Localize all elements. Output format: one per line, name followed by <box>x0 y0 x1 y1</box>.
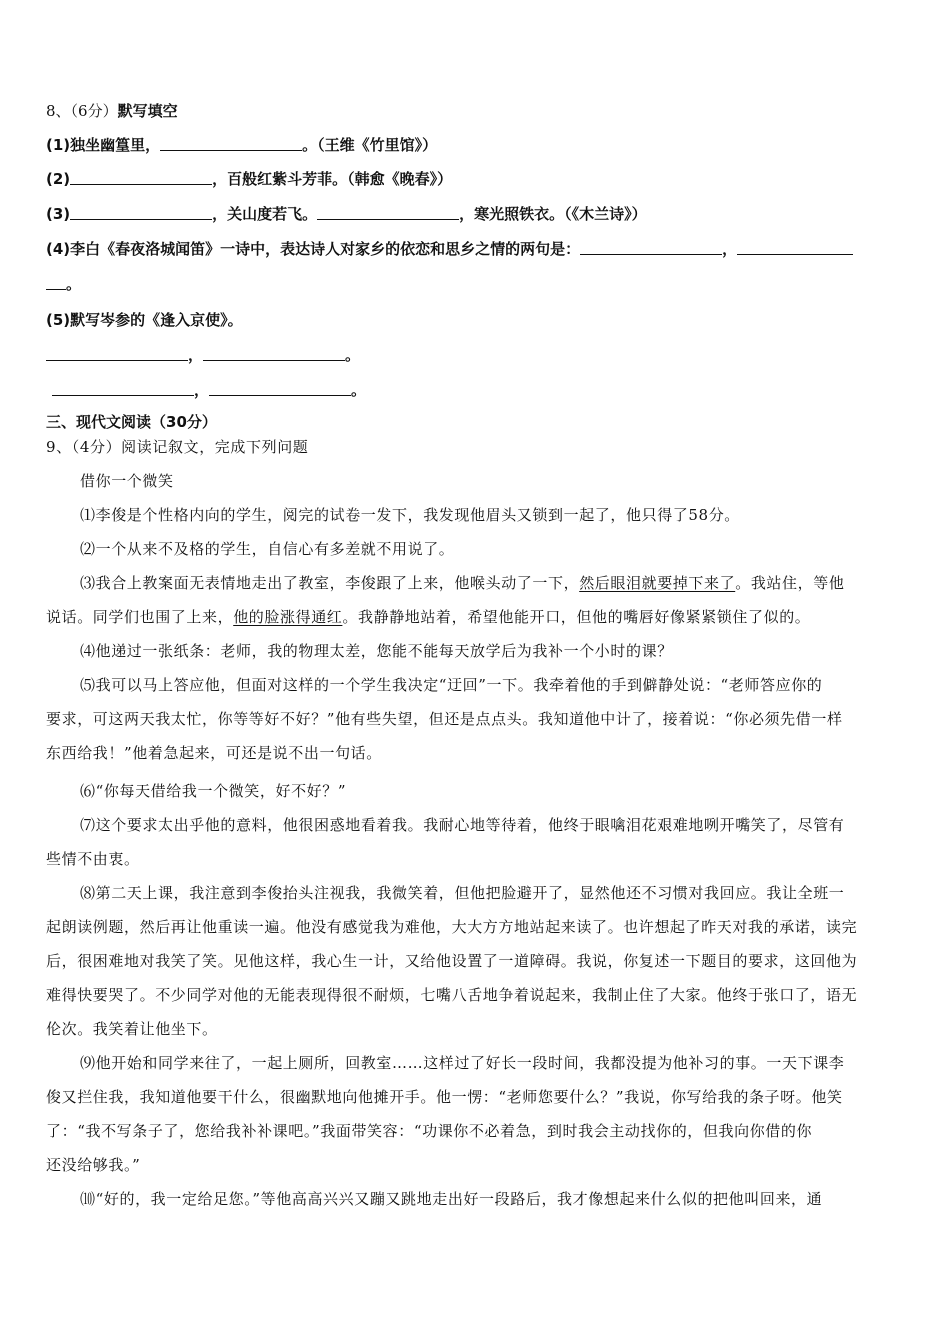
answer-blank[interactable] <box>209 381 351 396</box>
paragraph-5-line-3: 东西给我！”他着急起来，可还是说不出一句话。 <box>46 744 382 762</box>
paragraph-5-line-2: 要求，可这两天我太忙，你等等好不好？”他有些失望，但还是点点头。我知道他中计了，接着说：“你必须先借一样 <box>46 710 843 728</box>
q8-number: 8、（6分） <box>46 102 118 120</box>
answer-blank[interactable] <box>317 205 459 220</box>
paragraph-8-line-5: 伦次。我笑着让他坐下。 <box>46 1020 218 1038</box>
paragraph-3-line-1 <box>80 573 844 593</box>
answer-blank[interactable] <box>46 275 66 290</box>
q8-l6-end: 。 <box>345 346 361 364</box>
paragraph-2: ⑵一个从来不及格的学生，自信心有多差就不用说了。 <box>80 540 455 558</box>
paragraph-6: ⑹“你每天借给我一个微笑，好不好？” <box>80 782 347 800</box>
paragraph-8-line-4: 难得快要哭了。不少同学对他的无能表现得很不耐烦，七嘴八舌地争着说起来，我制止住了大家。他终于张口了，语无 <box>46 986 858 1004</box>
q8-l3-num: (3) <box>46 205 71 223</box>
p3-text-c: 说话。同学们也围了上来， <box>46 608 234 626</box>
q8-l2-num: (2) <box>46 170 71 188</box>
paragraph-9-line-4: 还没给够我。” <box>46 1156 141 1174</box>
paragraph-9-line-2: 俊又拦住我，我知道他要干什么，很幽默地向他摊开手。他一愣：“老师您要什么？”我说，你写给我的条子呀。他笑 <box>46 1088 843 1106</box>
paragraph-8-line-1: ⑻第二天上课，我注意到李俊抬头注视我，我微笑着，但他把脸避开了，显然他还不习惯对我回应。我让全班一 <box>80 884 845 902</box>
q8-title-text: 默写填空 <box>117 102 178 120</box>
paragraph-7-line-1: ⑺这个要求太出乎他的意料，他很困惑地看着我。我耐心地等待着，他终于眼噙泪花艰难地咧开嘴笑了，尽管有 <box>80 816 845 834</box>
paragraph-9-line-1: ⑼他开始和同学来往了，一起上厕所，回教室……这样过了好长一段时间，我都没提为他补习的事。一天下课李 <box>80 1054 845 1072</box>
article-title: 借你一个微笑 <box>80 472 174 490</box>
q8-line-7 <box>52 380 366 400</box>
q8-l1-source: 。（王维《竹里馆》） <box>302 136 438 154</box>
p3-text-b: 。我站住，等他 <box>735 574 845 592</box>
q8-line-6 <box>46 345 360 365</box>
q8-line-5 <box>46 310 243 330</box>
p3-text-a: ⑶我合上教案面无表情地走出了教室，李俊跟了上来，他喉头动了一下， <box>80 574 580 592</box>
q8-l4-text: (4)李白《春夜洛城闻笛》一诗中，表达诗人对家乡的依恋和思乡之情的两句是： <box>46 240 581 258</box>
q8-l2-text: ，百般红紫斗芳菲。（韩愈《晚春》） <box>212 170 453 188</box>
paragraph-3-line-2 <box>46 607 810 627</box>
answer-blank[interactable] <box>52 381 194 396</box>
q8-l4-sep: ， <box>722 240 738 258</box>
q8-l3-text: ，关山度若飞。 <box>212 205 318 223</box>
paragraph-8-line-2: 起朗读例题，然后再让他重读一遍。他没有感觉我为难他，大大方方地站起来读了。也许想起了昨天对我的承诺，读完 <box>46 918 858 936</box>
answer-blank[interactable] <box>160 136 302 151</box>
paragraph-1: ⑴李俊是个性格内向的学生，阅完的试卷一发下，我发现他眉头又锁到一起了，他只得了58分。 <box>80 506 740 524</box>
q9-title: 9、（4分）阅读记叙文，完成下列问题 <box>46 438 309 456</box>
paragraph-8-line-3: 后，很困难地对我笑了笑。见他这样，我心生一计，又给他设置了一道障碍。我说，你复述一下题目的要求，这回他为 <box>46 952 858 970</box>
answer-blank[interactable] <box>580 240 722 255</box>
paragraph-7-line-2: 些情不由衷。 <box>46 850 140 868</box>
q8-line-2 <box>46 169 452 189</box>
q8-l1-text: (1)独坐幽篁里， <box>46 136 161 154</box>
p3-text-d: 。我静静地站着，希望他能开口，但他的嘴唇好像紧紧锁住了似的。 <box>342 608 811 626</box>
q8-l5-text: (5)默写岑参的《逢入京使》。 <box>46 311 243 329</box>
paragraph-9-line-3: 了：“我不写条子了，您给我补补课吧。”我面带笑容：“功课你不必着急，到时我会主动找你的，但我向你借的你 <box>46 1122 813 1140</box>
q8-l4-end: 。 <box>66 275 82 293</box>
paragraph-10-line-1: ⑽“好的，我一定给足您。”等他高高兴兴又蹦又跳地走出好一段路后，我才像想起来什么似的把他叫回来，通 <box>80 1190 823 1208</box>
q8-l6-sep: ， <box>188 346 204 364</box>
answer-blank[interactable] <box>737 240 853 255</box>
q8-line-4 <box>46 239 853 259</box>
paragraph-5-line-1: ⑸我可以马上答应他，但面对这样的一个学生我决定“迂回”一下。我牵着他的手到僻静处说：“老师答应你的 <box>80 676 823 694</box>
answer-blank[interactable] <box>70 170 212 185</box>
answer-blank[interactable] <box>70 205 212 220</box>
answer-blank[interactable] <box>203 346 345 361</box>
p3-underlined-2: 他的脸涨得通红 <box>233 608 343 626</box>
section-heading: 三、现代文阅读（30分） <box>46 413 217 431</box>
paragraph-4: ⑷他递过一张纸条：老师，我的物理太差，您能不能每天放学后为我补一个小时的课？ <box>80 642 673 660</box>
p3-underlined-1: 然后眼泪就要掉下来了 <box>579 574 736 592</box>
answer-blank[interactable] <box>46 346 188 361</box>
q8-line-3 <box>46 204 647 224</box>
q8-l7-end: 。 <box>351 381 367 399</box>
q8-l7-sep: ， <box>194 381 210 399</box>
q8-title <box>46 101 178 121</box>
q8-l3-source: ，寒光照铁衣。（《木兰诗》） <box>459 205 647 223</box>
q8-line-4-cont <box>46 274 81 294</box>
q8-line-1 <box>46 135 437 155</box>
